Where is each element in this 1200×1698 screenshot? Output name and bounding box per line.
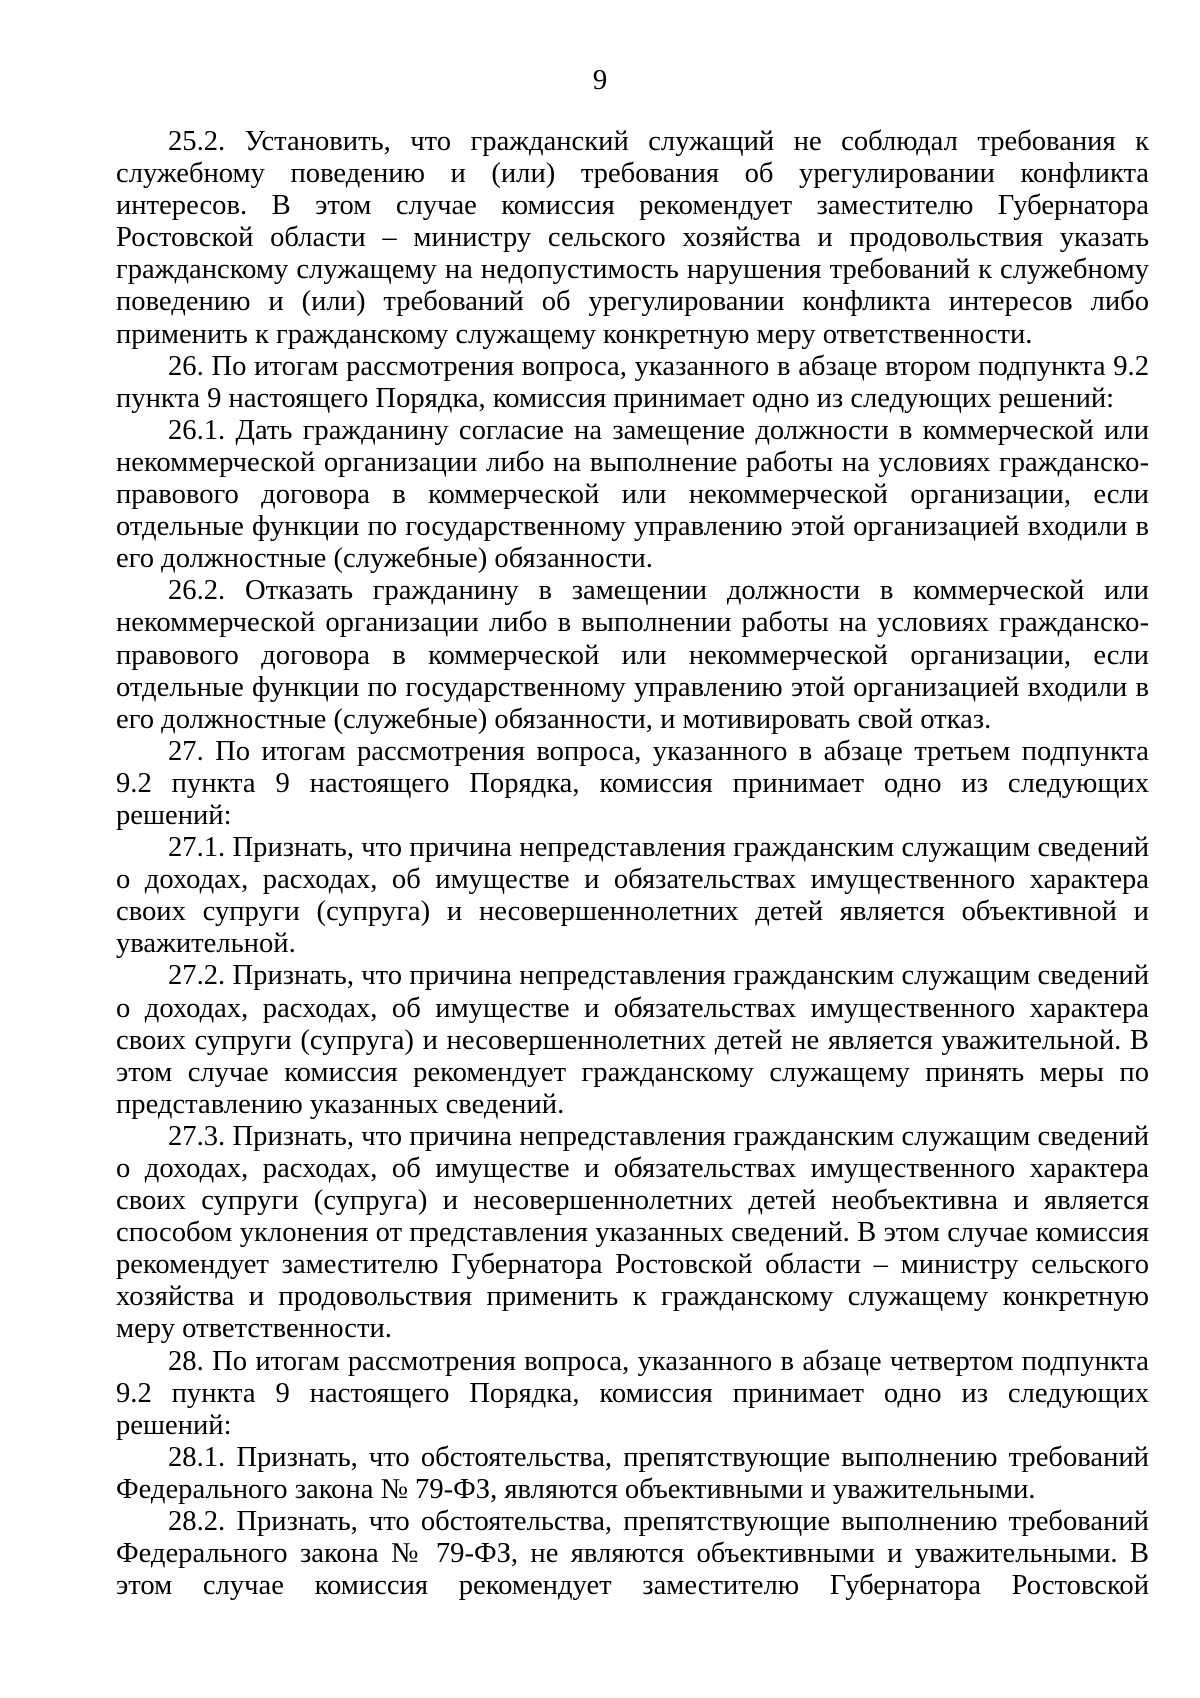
page-number: 9 bbox=[592, 64, 608, 96]
paragraph-25-2: 25.2. Установить, что гражданский служащий не соблюдал требования к служебному поведению и (или) требования об урегулировании конфликта интересов. В этом случае комиссия рекомендует заместителю Губернатора Ростовской области – министру сельского хозяйства и продовольствия указать гражданскому служащему на недопустимость нарушения требований к служебному поведению и (или) требований об урегулировании конфликта интересов либо применить к гражданскому служащему конкретную меру ответственности. bbox=[116, 126, 1149, 350]
paragraph-26-2: 26.2. Отказать гражданину в замещении должности в коммерческой или некоммерческой организации либо в выполнении работы на условиях гражданско-правового договора в коммерческой или некоммерческой организации, если отдельные функции по государственному управлению этой организацией входили в его должностные (служебные) обязанности, и мотивировать свой отказ. bbox=[116, 575, 1149, 735]
document-body bbox=[116, 126, 1149, 1602]
paragraph-27: 27. По итогам рассмотрения вопроса, указанного в абзаце третьем подпункта 9.2 пункта 9 настоящего Порядка, комиссия принимает одно из следующих решений: bbox=[116, 735, 1149, 831]
paragraph-27-1: 27.1. Признать, что причина непредставления гражданским служащим сведений о доходах, расходах, об имуществе и обязательствах имущественного характера своих супруги (супруга) и несовершеннолетних детей является объективной и уважительной. bbox=[116, 832, 1149, 960]
paragraph-28: 28. По итогам рассмотрения вопроса, указанного в абзаце четвертом подпункта 9.2 пункта 9 настоящего Порядка, комиссия принимает одно из следующих решений: bbox=[116, 1345, 1149, 1441]
paragraph-28-2: 28.2. Признать, что обстоятельства, препятствующие выполнению требований Федерального закона № 79-ФЗ, не являются объективными и уважительными. В этом случае комиссия рекомендует заместителю Губернатора Ростовской bbox=[116, 1506, 1149, 1602]
paragraph-26: 26. По итогам рассмотрения вопроса, указанного в абзаце втором подпункта 9.2 пункта 9 настоящего Порядка, комиссия принимает одно из следующих решений: bbox=[116, 350, 1149, 414]
paragraph-27-2: 27.2. Признать, что причина непредставления гражданским служащим сведений о доходах, расходах, об имуществе и обязательствах имущественного характера своих супруги (супруга) и несовершеннолетних детей не является уважительной. В этом случае комиссия рекомендует гражданскому служащему принять меры по представлению указанных сведений. bbox=[116, 960, 1149, 1120]
paragraph-27-3: 27.3. Признать, что причина непредставления гражданским служащим сведений о доходах, расходах, об имуществе и обязательствах имущественного характера своих супруги (супруга) и несовершеннолетних детей необъективна и является способом уклонения от представления указанных сведений. В этом случае комиссия рекомендует заместителю Губернатора Ростовской области – министру сельского хозяйства и продовольствия применить к гражданскому служащему конкретную меру ответственности. bbox=[116, 1120, 1149, 1345]
paragraph-28-1: 28.1. Признать, что обстоятельства, препятствующие выполнению требований Федерального закона № 79-ФЗ, являются объективными и уважительными. bbox=[116, 1441, 1149, 1505]
paragraph-26-1: 26.1. Дать гражданину согласие на замещение должности в коммерческой или некоммерческой организации либо на выполнение работы на условиях гражданско-правового договора в коммерческой или некоммерческой организации, если отдельные функции по государственному управлению этой организацией входили в его должностные (служебные) обязанности. bbox=[116, 414, 1149, 575]
